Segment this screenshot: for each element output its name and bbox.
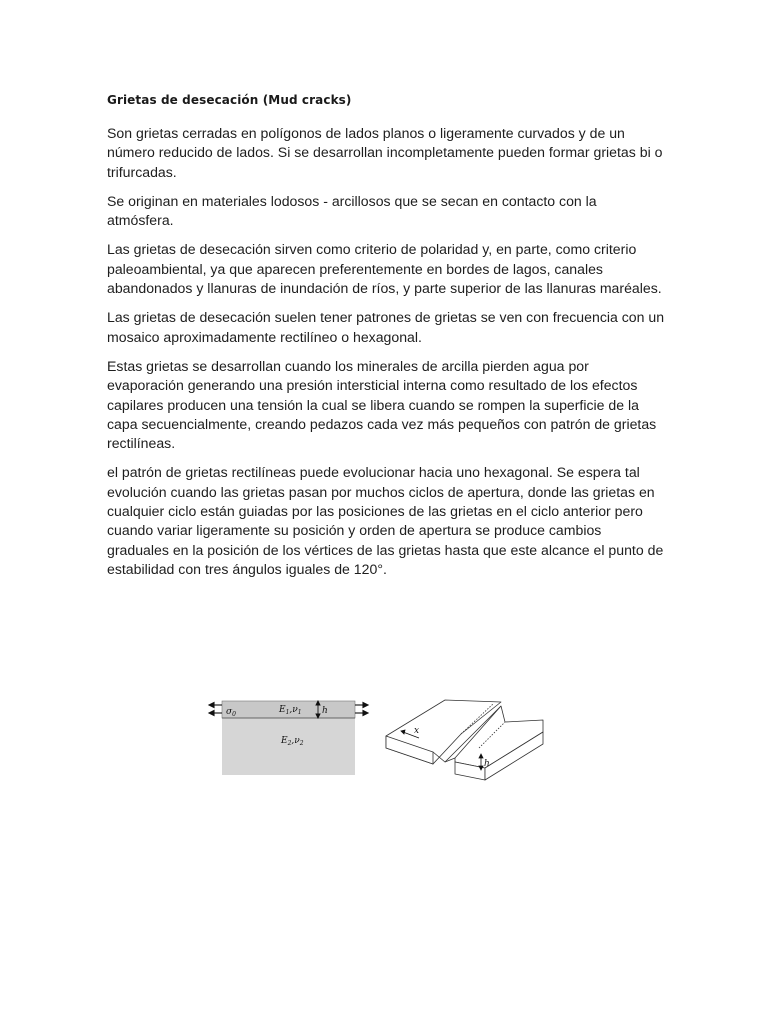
substrate-properties-label: $E_2,\nu_2$ [281,736,304,747]
right-stress-arrows [355,703,368,716]
paragraph-2: Se originan en materiales lodosos - arcillosos que se secan en contacto con la atmósfera. [107,192,597,229]
left-stress-arrows [209,703,222,716]
bilayer-diagram [205,692,375,778]
crack-diagram [383,692,553,782]
document-page [107,93,667,589]
crack-thickness-label: h [484,759,490,769]
figures-row [205,692,555,782]
paragraph-6: el patrón de grietas rectilíneas puede evolucionar hacia uno hexagonal. Se espera tal evolución cuando las grietas pasan por muchos ciclos de apertura, donde las grietas en cualquier ciclo están guiadas por las posiciones de las grietas en el ciclo anterior pero cuando variar ligeramente su posición y orden de apertura se produce cambios graduales en la posición de los vértices de las grietas hasta que este alcance el punto de estabilidad con tres ángulos iguales de 120°. [107,464,664,577]
crack-length-label: x [414,726,420,736]
film-properties-label: $E_1,\nu_1$ [279,705,302,716]
paragraph-1: Son grietas cerradas en polígonos de lados planos o ligeramente curvados y de un número reducido de lados. Si se desarrollan incompletamente pueden formar grietas bi o trifurcadas. [107,125,663,180]
paragraph-3: Las grietas de desecación sirven como criterio de polaridad y, en parte, como criterio paleoambiental, ya que aparecen preferentemente en bordes de lagos, canales abandonados y llanuras de inundación de ríos, y parte superior de las llanuras maréales. [107,241,662,297]
paragraph-5: Estas grietas se desarrollan cuando los minerales de arcilla pierden agua por evaporación generando una presión intersticial interna como resultado de los efectos capilares producen una tensión la cual se libera cuando se rompen la superficie de la capa secuencialmente, creando pedazos cada vez más pequeños con patrón de grietas rectilíneas. [107,357,657,452]
document-title: Grietas de desecación (Mud cracks) [107,93,352,107]
paragraph-4: Las grietas de desecación suelen tener patrones de grietas se ven con frecuencia con un mosaico aproximadamente rectilíneo o hexagonal. [107,309,665,345]
film-thickness-label: h [322,706,328,716]
stress-label: $\sigma_0$ [226,707,236,718]
